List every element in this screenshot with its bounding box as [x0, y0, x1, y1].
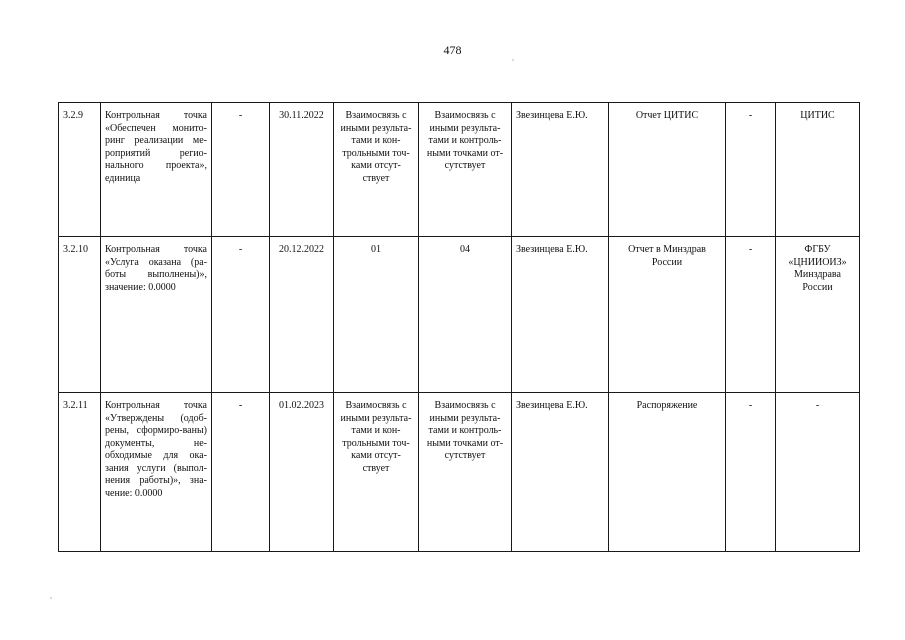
successor-cell: Взаимосвязь с иными результа- тами и контроль- ными точками от- сутствует: [419, 393, 512, 552]
control-point-name-cell: Контрольная точка «Услуга оказана (ра-боты выполнены)», значение: 0.0000: [101, 237, 212, 393]
responsible-cell: Звезинцева Е.Ю.: [512, 103, 609, 237]
table-row: [59, 103, 860, 237]
responsible-cell: Звезинцева Е.Ю.: [512, 393, 609, 552]
document-type-cell: Отчет ЦИТИС: [609, 103, 726, 237]
level-cell: -: [726, 237, 776, 393]
base-value-cell: -: [212, 393, 270, 552]
level-cell: -: [726, 103, 776, 237]
date-cell: 20.12.2022: [270, 237, 334, 393]
predecessor-cell: Взаимосвязь с иными результа- тами и кон- трольными точ- ками отсут- ствует: [334, 103, 419, 237]
information-system-cell: ФГБУ «ЦНИИОИЗ» Минздрава России: [776, 237, 860, 393]
row-number-cell: 3.2.11: [59, 393, 101, 552]
document-type-cell: Отчет в Минздрав России: [609, 237, 726, 393]
control-point-name-cell: Контрольная точка «Утверждены (одоб-рены, сформиро-ваны) документы, не-обходимые для ока-зания услуги (выпол-нения работы)», зна-чение: 0.0000: [101, 393, 212, 552]
base-value-cell: -: [212, 237, 270, 393]
document-type-cell: Распоряжение: [609, 393, 726, 552]
successor-cell: 04: [419, 237, 512, 393]
date-cell: 01.02.2023: [270, 393, 334, 552]
information-system-cell: ЦИТИС: [776, 103, 860, 237]
control-point-name-cell: Контрольная точка «Обеспечен монито-ринг реализации ме-роприятий регио-нального проекта», единица: [101, 103, 212, 237]
level-cell: -: [726, 393, 776, 552]
table-row: [59, 393, 860, 552]
scan-speck: [512, 59, 514, 61]
row-number-cell: 3.2.10: [59, 237, 101, 393]
base-value-cell: -: [212, 103, 270, 237]
scan-speck: [50, 597, 52, 599]
information-system-cell: -: [776, 393, 860, 552]
date-cell: 30.11.2022: [270, 103, 334, 237]
successor-cell: Взаимосвязь с иными результа- тами и контроль- ными точками от- сутствует: [419, 103, 512, 237]
table-row: [59, 237, 860, 393]
responsible-cell: Звезинцева Е.Ю.: [512, 237, 609, 393]
predecessor-cell: 01: [334, 237, 419, 393]
row-number-cell: 3.2.9: [59, 103, 101, 237]
predecessor-cell: Взаимосвязь с иными результа- тами и кон- трольными точ- ками отсут- ствует: [334, 393, 419, 552]
page-number: 478: [443, 43, 462, 57]
control-points-table: [58, 102, 860, 552]
